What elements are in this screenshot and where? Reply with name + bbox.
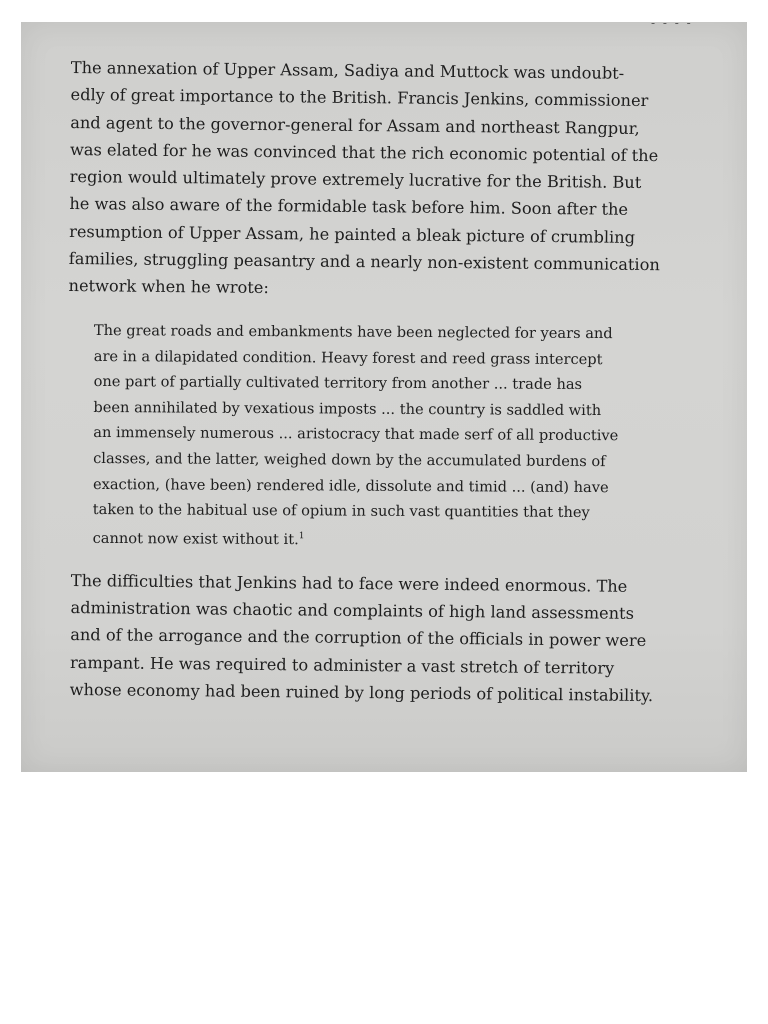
quote-line: an immensely numerous ... aristocracy that made serf of all productive [93,424,619,445]
text-line: administration was chaotic and complaints of high land assessments [70,598,635,624]
quote-line-text: cannot now exist without it. [92,529,299,548]
header-bleed-text: - - - - [651,22,693,30]
quote-line-last [93,523,618,555]
text-line: families, struggling peasantry and a nearly non-existent communication [68,249,660,275]
footnote-marker: 1 [298,531,305,542]
paragraph-annexation [68,54,662,306]
text-line: The difficulties that Jenkins had to face were indeed enormous. The [70,570,628,596]
text-line: and of the arrogance and the corruption of the officials in power were [70,625,647,651]
quote-line: one part of partially cultivated territory from another ... trade has [93,373,583,394]
text-line: and agent to the governor-general for Assam and northeast Rangpur, [70,112,640,138]
text-line: was elated for he was convinced that the rich economic potential of the [69,139,659,166]
text-line: region would ultimately prove extremely lucrative for the British. But [69,167,642,193]
block-quote-jenkins [93,318,619,554]
quote-line: exaction, (have been) rendered idle, dissolute and timid ... (and) have [92,475,609,496]
quote-line: classes, and the latter, weighed down by the accumulated burdens of [93,449,606,471]
text-line: network when he wrote: [68,276,269,298]
quote-line: taken to the habitual use of opium in such vast quantities that they [92,501,590,522]
text-line: whose economy had been ruined by long periods of political instability. [69,679,654,705]
text-line: rampant. He was required to administer a vast stretch of territory [69,652,615,678]
text-line: The annexation of Upper Assam, Sadiya and Muttock was undoubt- [70,57,625,83]
quote-line: are in a dilapidated condition. Heavy forest and reed grass intercept [93,347,603,368]
text-line: edly of great importance to the British. Francis Jenkins, commissioner [70,85,649,111]
text-line: resumption of Upper Assam, he painted a bleak picture of crumbling [69,221,636,247]
quote-line: been annihilated by vexatious imposts ... the country is saddled with [93,398,602,419]
quote-line: The great roads and embankments have been neglected for years and [93,321,613,343]
paragraph-difficulties [70,567,655,709]
text-line: he was also aware of the formidable task before him. Soon after the [69,194,629,220]
book-page-photo [21,22,747,772]
